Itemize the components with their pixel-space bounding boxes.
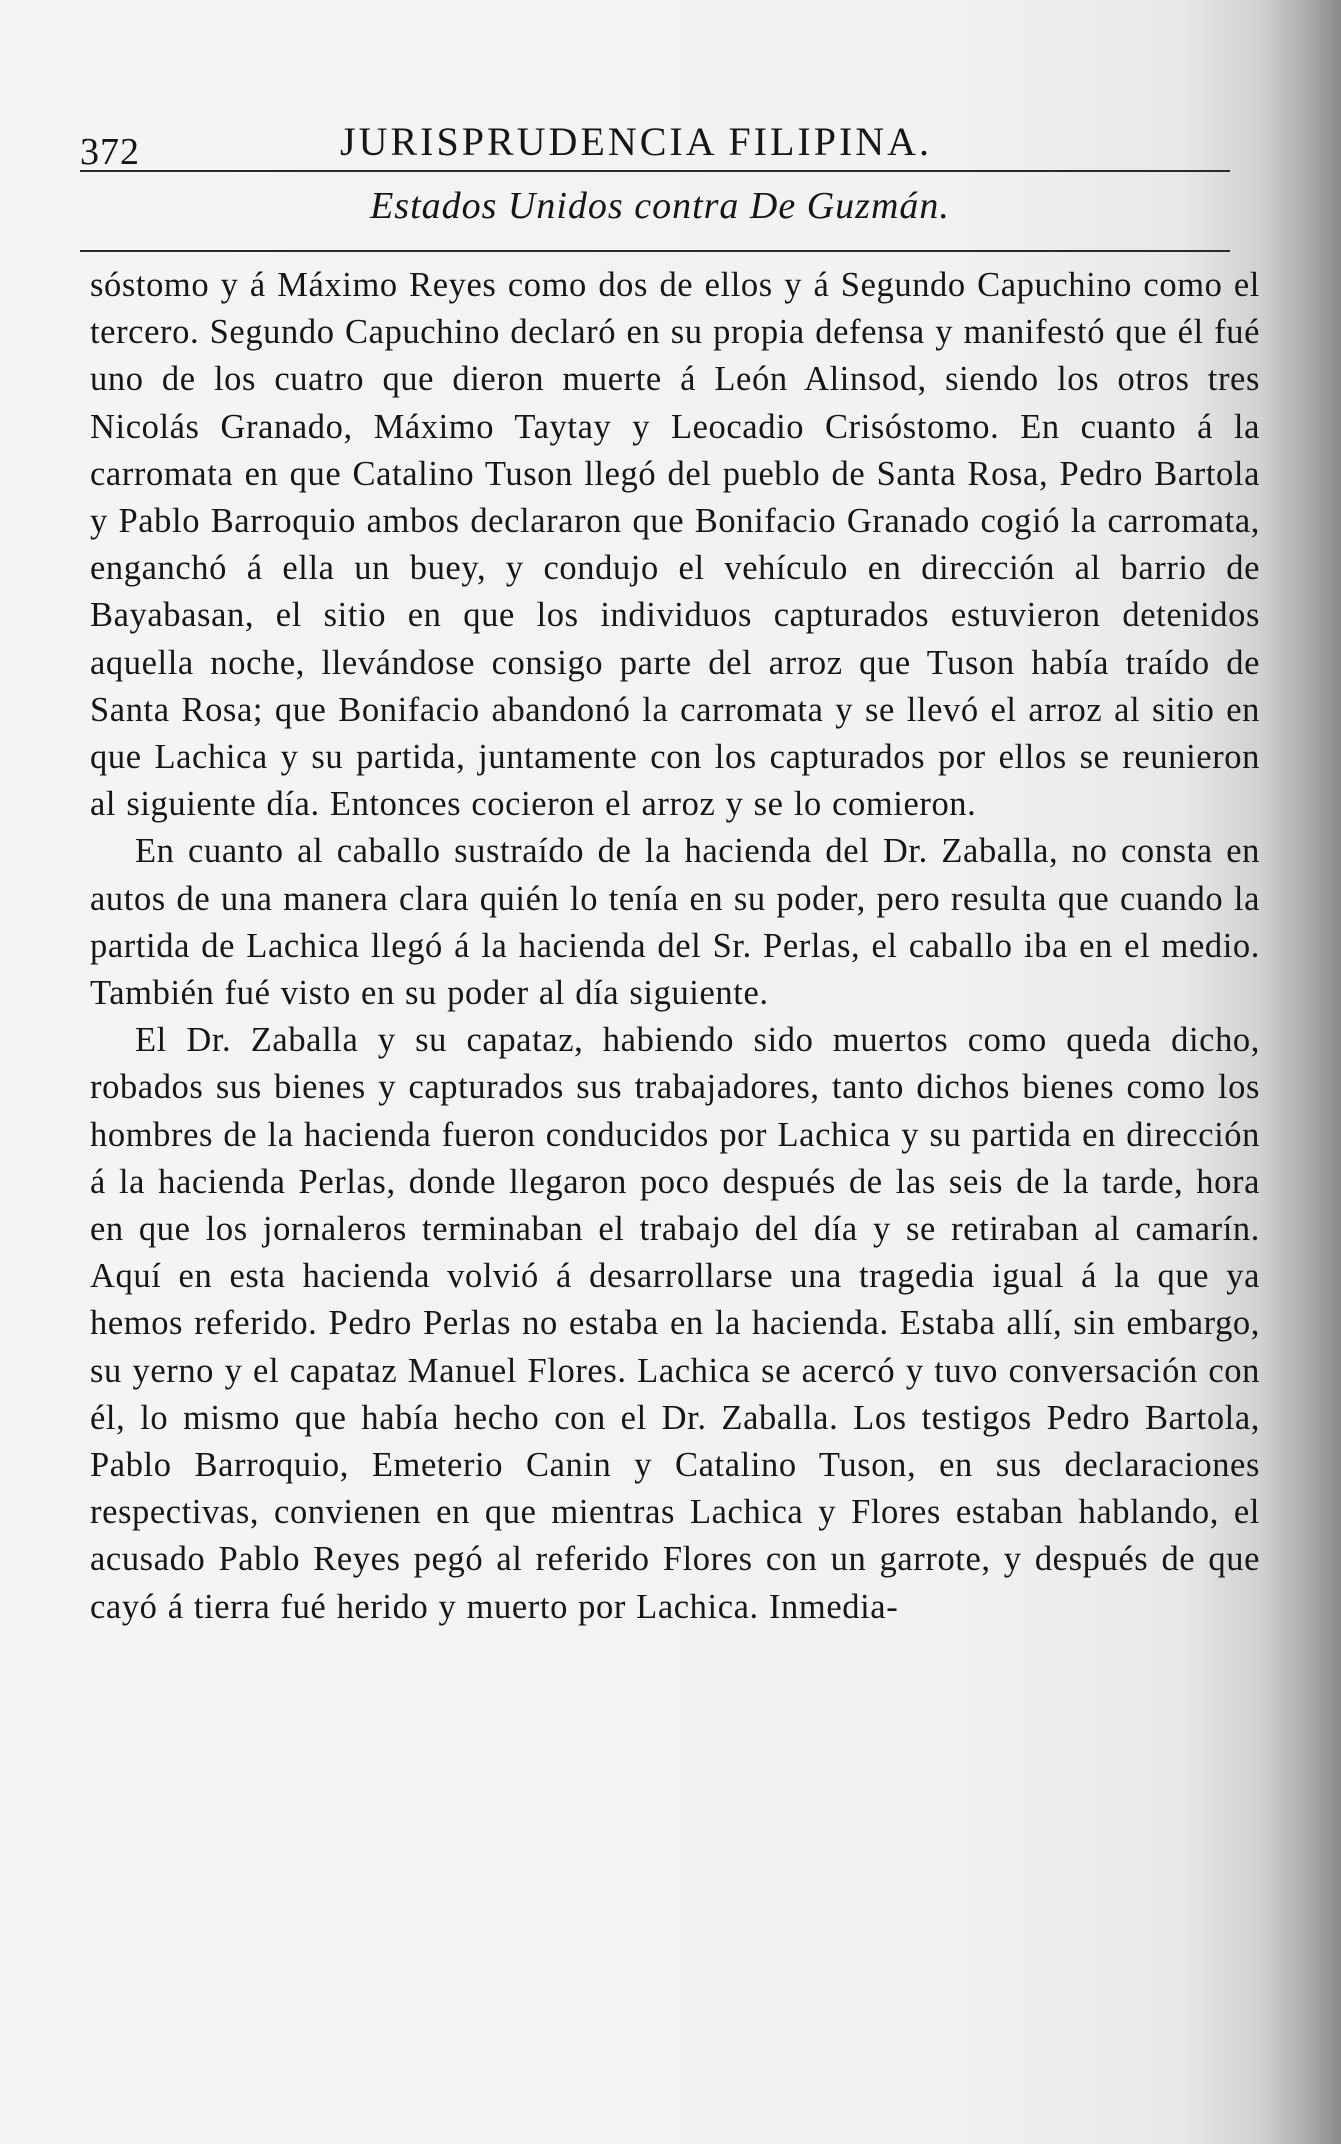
- page-content: [80, 100, 1260, 1631]
- paragraph-perlas-hacienda: El Dr. Zaballa y su capataz, habiendo sido muertos como queda dicho, robados sus bienes y capturados sus trabajadores, tanto dichos bienes como los hombres de la hacienda fueron conducidos por Lachica y su partida en dirección á la hacienda Perlas, donde llegaron poco después de las seis de la tarde, hora en que los jornaleros terminaban el trabajo del día y se retiraban al camarín. Aquí en esta hacienda volvió á desarrollarse una tragedia igual á la que ya hemos referido. Pedro Perlas no estaba en la hacienda. Estaba allí, sin embargo, su yerno y el capataz Manuel Flores. Lachica se acercó y tuvo conversación con él, lo mismo que había hecho con el Dr. Zaballa. Los testigos Pedro Bartola, Pablo Barroquio, Emeterio Canin y Catalino Tuson, en sus declaraciones respectivas, convienen en que mientras Lachica y Flores estaban hablando, el acusado Pablo Reyes pegó al referido Flores con un garrote, y después de que cayó á tierra fué herido y muerto por Lachica. Inmedia-: [90, 1021, 1260, 1626]
- body-text: [90, 262, 1260, 1631]
- header-rule-bottom: [80, 250, 1230, 252]
- page-edge-shadow: [1261, 0, 1341, 2144]
- journal-title: JURISPRUDENCIA FILIPINA.: [340, 119, 933, 164]
- page-number: 372: [80, 131, 140, 173]
- paragraph-horse: En cuanto al caballo sustraído de la hacienda del Dr. Zaballa, no consta en autos de una manera clara quién lo tenía en su poder, pero resulta que cuando la partida de Lachica llegó á la hacienda del Sr. Perlas, el caballo iba en el medio. También fué visto en su poder al día siguiente.: [90, 832, 1260, 1013]
- paragraph-continued: sóstomo y á Máximo Reyes como dos de ellos y á Segundo Capuchino como el tercero. Segundo Capuchino declaró en su propia defensa y manifestó que él fué uno de los cuatro que dieron muerte á León Alinsod, siendo los otros tres Nicolás Granado, Máximo Taytay y Leocadio Crisóstomo. En cuanto á la carromata en que Catalino Tuson llegó del pueblo de Santa Rosa, Pedro Bartola y Pablo Barroquio ambos declararon que Bonifacio Granado cogió la carromata, enganchó á ella un buey, y condujo el vehículo en dirección al barrio de Bayabasan, el sitio en que los individuos capturados estuvieron detenidos aquella noche, llevándose consigo parte del arroz que Tuson había traído de Santa Rosa; que Bonifacio abandonó la carromata y se llevó el arroz al sitio en que Lachica y su partida, juntamente con los capturados por ellos se reunieron al siguiente día. Entonces cocieron el arroz y se lo comieron.: [90, 266, 1260, 824]
- case-title: Estados Unidos contra De Guzmán.: [370, 185, 950, 227]
- running-head: [80, 100, 1260, 173]
